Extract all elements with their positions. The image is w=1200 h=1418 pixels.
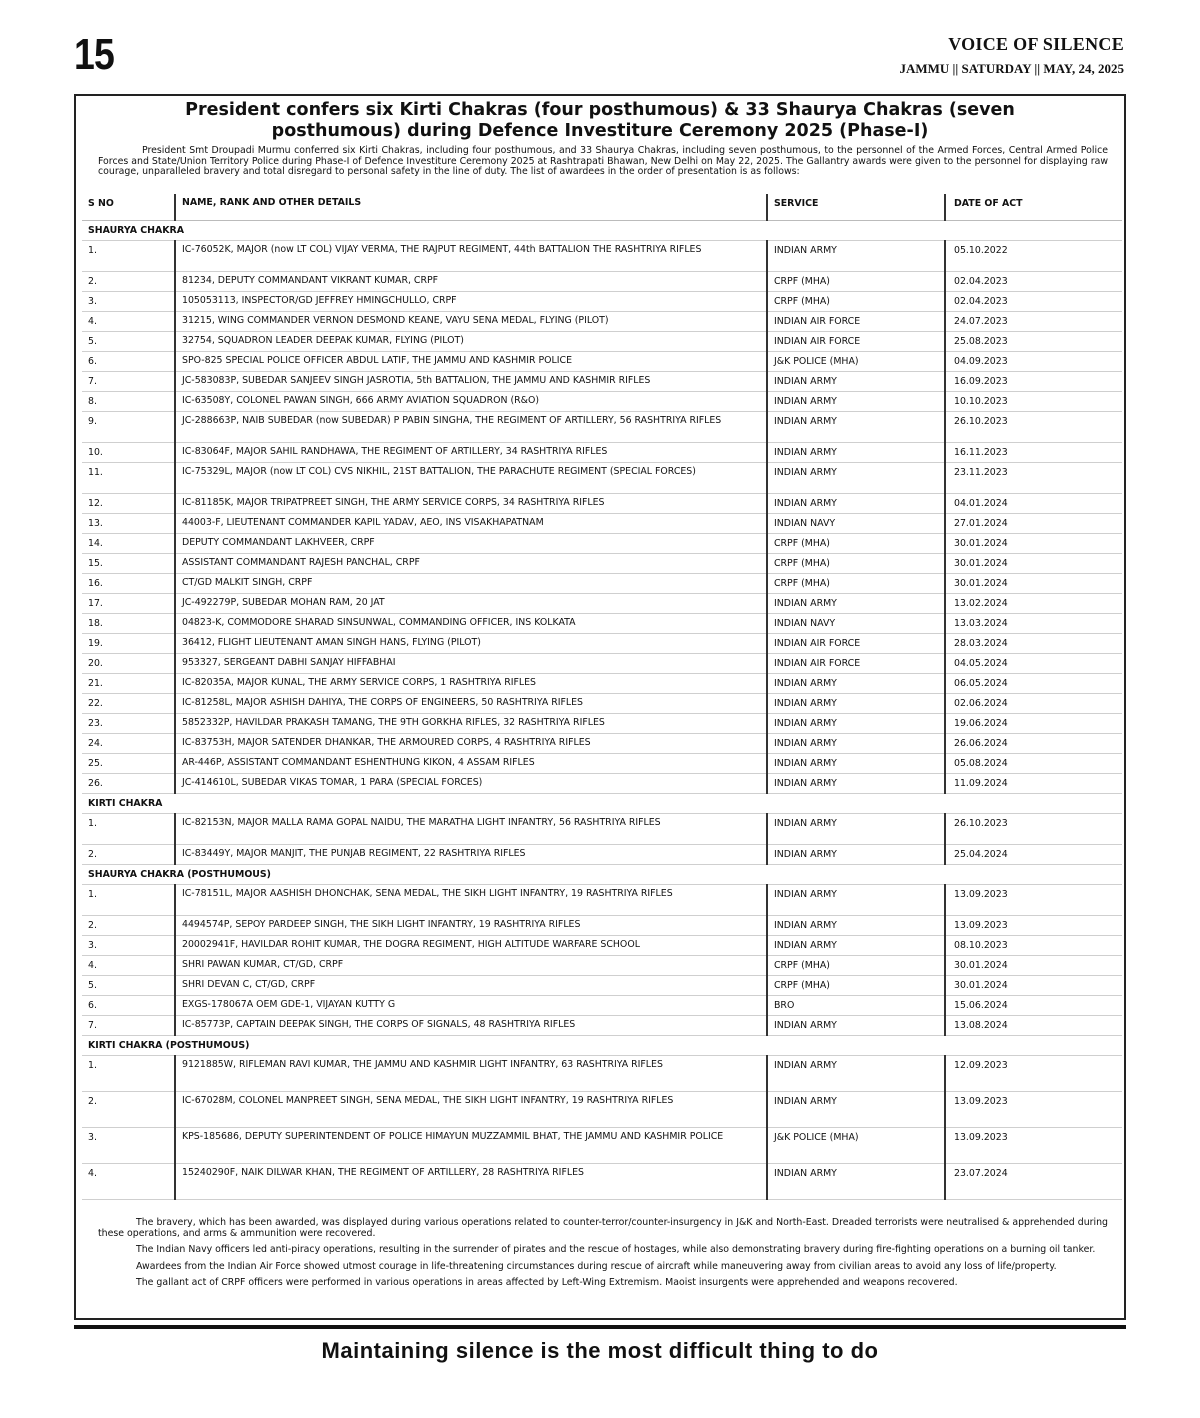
cell-date: 13.09.2023 (945, 1091, 1122, 1127)
table-row (82, 1127, 1122, 1163)
cell-name: IC-63508Y, COLONEL PAWAN SINGH, 666 ARMY AVIATION SQUADRON (R&O) (175, 391, 767, 411)
cell-date: 13.08.2024 (945, 1015, 1122, 1035)
bottom-rule (74, 1325, 1126, 1329)
cell-service: INDIAN ARMY (767, 371, 945, 391)
cell-date: 30.01.2024 (945, 533, 1122, 553)
header-date: DATE OF ACT (945, 194, 1122, 220)
table-row (82, 955, 1122, 975)
cell-date: 27.01.2024 (945, 513, 1122, 533)
cell-sno: 2. (82, 915, 175, 935)
table-row (82, 975, 1122, 995)
cell-name: IC-67028M, COLONEL MANPREET SINGH, SENA MEDAL, THE SIKH LIGHT INFANTRY, 19 RASHTRIYA RIFLES (175, 1091, 767, 1127)
cell-service: INDIAN ARMY (767, 1091, 945, 1127)
cell-name: IC-82035A, MAJOR KUNAL, THE ARMY SERVICE CORPS, 1 RASHTRIYA RIFLES (175, 673, 767, 693)
cell-sno: 1. (82, 813, 175, 844)
cell-date: 28.03.2024 (945, 633, 1122, 653)
cell-service: INDIAN ARMY (767, 693, 945, 713)
cell-date: 15.06.2024 (945, 995, 1122, 1015)
footnote-paragraph: The bravery, which has been awarded, was displayed during various operations related to counter-terror/counter-insurgency in J&K and North-East. Dreaded terrorists were neutralised & apprehended during these operations, and arms & ammunition were recovered. (98, 1217, 1108, 1239)
header-name: NAME, RANK AND OTHER DETAILS (175, 194, 767, 220)
cell-sno: 16. (82, 573, 175, 593)
cell-service: INDIAN AIR FORCE (767, 311, 945, 331)
cell-sno: 4. (82, 1163, 175, 1199)
cell-service: INDIAN ARMY (767, 1015, 945, 1035)
cell-name: IC-75329L, MAJOR (now LT COL) CVS NIKHIL, 21ST BATTALION, THE PARACHUTE REGIMENT (SPECIAL FORCES) (175, 462, 767, 493)
table-row (82, 493, 1122, 513)
section-title: SHAURYA CHAKRA (POSTHUMOUS) (82, 864, 1122, 884)
cell-date: 30.01.2024 (945, 975, 1122, 995)
table-row (82, 613, 1122, 633)
cell-service: INDIAN ARMY (767, 1163, 945, 1199)
cell-service: J&K POLICE (MHA) (767, 1127, 945, 1163)
cell-date: 25.08.2023 (945, 331, 1122, 351)
cell-service: INDIAN ARMY (767, 713, 945, 733)
table-row (82, 915, 1122, 935)
table-row (82, 673, 1122, 693)
cell-name: IC-76052K, MAJOR (now LT COL) VIJAY VERMA, THE RAJPUT REGIMENT, 44th BATTALION THE RASHTRIYA RIFLES (175, 240, 767, 271)
cell-date: 25.04.2024 (945, 844, 1122, 864)
cell-service: CRPF (MHA) (767, 291, 945, 311)
cell-name: 105053113, INSPECTOR/GD JEFFREY HMINGCHULLO, CRPF (175, 291, 767, 311)
cell-date: 02.06.2024 (945, 693, 1122, 713)
cell-date: 13.09.2023 (945, 915, 1122, 935)
cell-service: INDIAN NAVY (767, 513, 945, 533)
cell-service: INDIAN AIR FORCE (767, 331, 945, 351)
table-row (82, 733, 1122, 753)
cell-service: INDIAN ARMY (767, 773, 945, 793)
cell-date: 23.07.2024 (945, 1163, 1122, 1199)
table-row (82, 291, 1122, 311)
cell-service: INDIAN ARMY (767, 493, 945, 513)
cell-date: 04.05.2024 (945, 653, 1122, 673)
awards-table-body (82, 220, 1122, 1199)
cell-name: 15240290F, NAIK DILWAR KHAN, THE REGIMENT OF ARTILLERY, 28 RASHTRIYA RIFLES (175, 1163, 767, 1199)
cell-date: 13.09.2023 (945, 884, 1122, 915)
cell-service: INDIAN ARMY (767, 462, 945, 493)
cell-sno: 7. (82, 371, 175, 391)
cell-date: 13.09.2023 (945, 1127, 1122, 1163)
cell-date: 05.08.2024 (945, 753, 1122, 773)
cell-sno: 25. (82, 753, 175, 773)
cell-name: 953327, SERGEANT DABHI SANJAY HIFFABHAI (175, 653, 767, 673)
cell-date: 04.09.2023 (945, 351, 1122, 371)
cell-name: IC-83753H, MAJOR SATENDER DHANKAR, THE ARMOURED CORPS, 4 RASHTRIYA RIFLES (175, 733, 767, 753)
dateline: JAMMU || SATURDAY || MAY, 24, 2025 (899, 61, 1124, 76)
cell-date: 12.09.2023 (945, 1055, 1122, 1091)
cell-sno: 24. (82, 733, 175, 753)
cell-service: INDIAN ARMY (767, 1055, 945, 1091)
table-row (82, 844, 1122, 864)
footnote-paragraph: Awardees from the Indian Air Force showed utmost courage in life-threatening circumstances during rescue of aircraft while maneuvering away from civilian areas to avoid any loss of life/property. (136, 1260, 1057, 1272)
section-row (82, 220, 1122, 240)
cell-name: IC-82153N, MAJOR MALLA RAMA GOPAL NAIDU, THE MARATHA LIGHT INFANTRY, 56 RASHTRIYA RIFLES (175, 813, 767, 844)
cell-sno: 13. (82, 513, 175, 533)
table-row (82, 653, 1122, 673)
cell-name: JC-492279P, SUBEDAR MOHAN RAM, 20 JAT (175, 593, 767, 613)
cell-date: 19.06.2024 (945, 713, 1122, 733)
table-row (82, 995, 1122, 1015)
cell-name: KPS-185686, DEPUTY SUPERINTENDENT OF POLICE HIMAYUN MUZZAMMIL BHAT, THE JAMMU AND KASHMIR POLICE (175, 1127, 767, 1163)
cell-name: 20002941F, HAVILDAR ROHIT KUMAR, THE DOGRA REGIMENT, HIGH ALTITUDE WARFARE SCHOOL (175, 935, 767, 955)
cell-name: CT/GD MALKIT SINGH, CRPF (175, 573, 767, 593)
cell-name: IC-81185K, MAJOR TRIPATPREET SINGH, THE ARMY SERVICE CORPS, 34 RASHTRIYA RIFLES (175, 493, 767, 513)
cell-date: 02.04.2023 (945, 271, 1122, 291)
cell-date: 13.03.2024 (945, 613, 1122, 633)
cell-sno: 1. (82, 1055, 175, 1091)
cell-name: 36412, FLIGHT LIEUTENANT AMAN SINGH HANS, FLYING (PILOT) (175, 633, 767, 653)
awards-table (82, 194, 1122, 1200)
cell-service: INDIAN ARMY (767, 442, 945, 462)
cell-service: J&K POLICE (MHA) (767, 351, 945, 371)
section-row (82, 1035, 1122, 1055)
cell-sno: 2. (82, 844, 175, 864)
cell-sno: 22. (82, 693, 175, 713)
cell-service: INDIAN ARMY (767, 391, 945, 411)
cell-date: 24.07.2023 (945, 311, 1122, 331)
cell-service: INDIAN ARMY (767, 844, 945, 864)
cell-name: 4494574P, SEPOY PARDEEP SINGH, THE SIKH LIGHT INFANTRY, 19 RASHTRIYA RIFLES (175, 915, 767, 935)
cell-name: 9121885W, RIFLEMAN RAVI KUMAR, THE JAMMU AND KASHMIR LIGHT INFANTRY, 63 RASHTRIYA RIFLES (175, 1055, 767, 1091)
table-row (82, 573, 1122, 593)
table-row (82, 371, 1122, 391)
cell-date: 30.01.2024 (945, 573, 1122, 593)
cell-date: 26.06.2024 (945, 733, 1122, 753)
table-row (82, 351, 1122, 371)
table-row (82, 533, 1122, 553)
cell-date: 26.10.2023 (945, 411, 1122, 442)
table-row (82, 1163, 1122, 1199)
table-row (82, 753, 1122, 773)
cell-sno: 18. (82, 613, 175, 633)
cell-sno: 8. (82, 391, 175, 411)
cell-date: 16.11.2023 (945, 442, 1122, 462)
cell-service: INDIAN ARMY (767, 884, 945, 915)
footnote-paragraph: The gallant act of CRPF officers were performed in various operations in areas affected by Left-Wing Extremism. Maoist insurgents were apprehended and weapons recovered. (136, 1277, 958, 1288)
table-row (82, 1055, 1122, 1091)
cell-date: 16.09.2023 (945, 371, 1122, 391)
cell-sno: 21. (82, 673, 175, 693)
footnote-paragraph: The Indian Navy officers led anti-piracy operations, resulting in the surrender of pirates and the rescue of hostages, while also demonstrating bravery during fire-fighting operations on a burning oil tanker. (136, 1244, 1096, 1255)
cell-name: IC-78151L, MAJOR AASHISH DHONCHAK, SENA MEDAL, THE SIKH LIGHT INFANTRY, 19 RASHTRIYA RIFLES (175, 884, 767, 915)
table-row (82, 513, 1122, 533)
cell-service: INDIAN ARMY (767, 673, 945, 693)
table-row (82, 391, 1122, 411)
cell-service: CRPF (MHA) (767, 533, 945, 553)
cell-name: AR-446P, ASSISTANT COMMANDANT ESHENTHUNG KIKON, 4 ASSAM RIFLES (175, 753, 767, 773)
cell-name: JC-288663P, NAIB SUBEDAR (now SUBEDAR) P PABIN SINGHA, THE REGIMENT OF ARTILLERY, 56 RASHTRIYA RIFLES (175, 411, 767, 442)
cell-date: 13.02.2024 (945, 593, 1122, 613)
table-row (82, 935, 1122, 955)
cell-date: 26.10.2023 (945, 813, 1122, 844)
cell-service: INDIAN ARMY (767, 411, 945, 442)
cell-sno: 11. (82, 462, 175, 493)
cell-name: JC-583083P, SUBEDAR SANJEEV SINGH JASROTIA, 5th BATTALION, THE JAMMU AND KASHMIR RIFLES (175, 371, 767, 391)
table-row (82, 240, 1122, 271)
article-headline: President confers six Kirti Chakras (four posthumous) & 33 Shaurya Chakras (seven posthumous) during Defence Investiture Ceremony 2025 (Phase-I) (185, 100, 1015, 141)
cell-date: 02.04.2023 (945, 291, 1122, 311)
table-row (82, 442, 1122, 462)
table-row (82, 553, 1122, 573)
cell-sno: 2. (82, 1091, 175, 1127)
cell-date: 11.09.2024 (945, 773, 1122, 793)
cell-name: DEPUTY COMMANDANT LAKHVEER, CRPF (175, 533, 767, 553)
cell-name: IC-81258L, MAJOR ASHISH DAHIYA, THE CORPS OF ENGINEERS, 50 RASHTRIYA RIFLES (175, 693, 767, 713)
cell-sno: 12. (82, 493, 175, 513)
table-row (82, 311, 1122, 331)
cell-name: 81234, DEPUTY COMMANDANT VIKRANT KUMAR, CRPF (175, 271, 767, 291)
cell-service: INDIAN ARMY (767, 240, 945, 271)
cell-service: INDIAN ARMY (767, 593, 945, 613)
cell-sno: 23. (82, 713, 175, 733)
cell-service: INDIAN ARMY (767, 753, 945, 773)
paper-name: VOICE OF SILENCE (948, 34, 1124, 54)
table-row (82, 884, 1122, 915)
cell-service: CRPF (MHA) (767, 573, 945, 593)
table-row (82, 593, 1122, 613)
cell-service: CRPF (MHA) (767, 553, 945, 573)
cell-service: CRPF (MHA) (767, 975, 945, 995)
cell-service: INDIAN AIR FORCE (767, 653, 945, 673)
cell-service: INDIAN ARMY (767, 915, 945, 935)
cell-name: SHRI PAWAN KUMAR, CT/GD, CRPF (175, 955, 767, 975)
cell-name: IC-83449Y, MAJOR MANJIT, THE PUNJAB REGIMENT, 22 RASHTRIYA RIFLES (175, 844, 767, 864)
cell-sno: 5. (82, 975, 175, 995)
table-row (82, 1015, 1122, 1035)
cell-service: CRPF (MHA) (767, 271, 945, 291)
cell-date: 30.01.2024 (945, 955, 1122, 975)
table-row (82, 462, 1122, 493)
section-title: KIRTI CHAKRA (82, 793, 1122, 813)
cell-name: 31215, WING COMMANDER VERNON DESMOND KEANE, VAYU SENA MEDAL, FLYING (PILOT) (175, 311, 767, 331)
cell-name: 44003-F, LIEUTENANT COMMANDER KAPIL YADAV, AEO, INS VISAKHAPATNAM (175, 513, 767, 533)
cell-name: 04823-K, COMMODORE SHARAD SINSUNWAL, COMMANDING OFFICER, INS KOLKATA (175, 613, 767, 633)
header-sno: S NO (82, 194, 175, 220)
cell-sno: 10. (82, 442, 175, 462)
cell-service: INDIAN AIR FORCE (767, 633, 945, 653)
article-intro: President Smt Droupadi Murmu conferred six Kirti Chakras, including four posthumous, and 33 Shaurya Chakras, including seven posthumous, to the personnel of the Armed Forces, Central Armed Police Forces and State/Union Territory Police during Phase-I of Defence Investiture Ceremony 2025 at Rashtrapati Bhawan, New Delhi on May 22, 2025. The Gallantry awards were given to the personnel for displaying raw courage, unparalleled bravery and total disregard to personal safety in the line of duty. The list of awardees in the order of presentation is as follows: (98, 145, 1108, 177)
cell-sno: 3. (82, 1127, 175, 1163)
cell-name: ASSISTANT COMMANDANT RAJESH PANCHAL, CRPF (175, 553, 767, 573)
cell-sno: 4. (82, 955, 175, 975)
cell-name: 32754, SQUADRON LEADER DEEPAK KUMAR, FLYING (PILOT) (175, 331, 767, 351)
header-service: SERVICE (767, 194, 945, 220)
section-row (82, 864, 1122, 884)
cell-name: IC-83064F, MAJOR SAHIL RANDHAWA, THE REGIMENT OF ARTILLERY, 34 RASHTRIYA RIFLES (175, 442, 767, 462)
table-row (82, 271, 1122, 291)
cell-date: 04.01.2024 (945, 493, 1122, 513)
cell-name: IC-85773P, CAPTAIN DEEPAK SINGH, THE CORPS OF SIGNALS, 48 RASHTRIYA RIFLES (175, 1015, 767, 1035)
cell-sno: 1. (82, 240, 175, 271)
cell-sno: 1. (82, 884, 175, 915)
cell-name: EXGS-178067A OEM GDE-1, VIJAYAN KUTTY G (175, 995, 767, 1015)
footer-tagline: Maintaining silence is the most difficult thing to do (321, 1338, 879, 1363)
cell-sno: 6. (82, 351, 175, 371)
table-row (82, 773, 1122, 793)
cell-sno: 6. (82, 995, 175, 1015)
cell-date: 30.01.2024 (945, 553, 1122, 573)
table-row (82, 713, 1122, 733)
cell-date: 23.11.2023 (945, 462, 1122, 493)
cell-name: JC-414610L, SUBEDAR VIKAS TOMAR, 1 PARA (SPECIAL FORCES) (175, 773, 767, 793)
cell-sno: 3. (82, 291, 175, 311)
page-number: 15 (74, 30, 114, 79)
cell-service: INDIAN ARMY (767, 733, 945, 753)
cell-sno: 9. (82, 411, 175, 442)
section-title: SHAURYA CHAKRA (82, 220, 1122, 240)
cell-date: 08.10.2023 (945, 935, 1122, 955)
cell-sno: 3. (82, 935, 175, 955)
table-row (82, 633, 1122, 653)
table-row (82, 331, 1122, 351)
cell-sno: 26. (82, 773, 175, 793)
cell-service: INDIAN ARMY (767, 813, 945, 844)
section-row (82, 793, 1122, 813)
table-row (82, 411, 1122, 442)
cell-date: 06.05.2024 (945, 673, 1122, 693)
cell-date: 05.10.2022 (945, 240, 1122, 271)
cell-sno: 4. (82, 311, 175, 331)
cell-name: 5852332P, HAVILDAR PRAKASH TAMANG, THE 9TH GORKHA RIFLES, 32 RASHTRIYA RIFLES (175, 713, 767, 733)
cell-name: SPO-825 SPECIAL POLICE OFFICER ABDUL LATIF, THE JAMMU AND KASHMIR POLICE (175, 351, 767, 371)
table-row (82, 1091, 1122, 1127)
cell-service: INDIAN NAVY (767, 613, 945, 633)
cell-sno: 20. (82, 653, 175, 673)
cell-date: 10.10.2023 (945, 391, 1122, 411)
footnotes (98, 1218, 1108, 1295)
table-row (82, 693, 1122, 713)
table-header-row (82, 194, 1122, 220)
cell-service: CRPF (MHA) (767, 955, 945, 975)
cell-sno: 2. (82, 271, 175, 291)
masthead (899, 34, 1124, 77)
cell-sno: 15. (82, 553, 175, 573)
table-row (82, 813, 1122, 844)
cell-sno: 7. (82, 1015, 175, 1035)
cell-sno: 5. (82, 331, 175, 351)
cell-sno: 14. (82, 533, 175, 553)
section-title: KIRTI CHAKRA (POSTHUMOUS) (82, 1035, 1122, 1055)
cell-sno: 19. (82, 633, 175, 653)
article-frame (74, 94, 1126, 1320)
cell-name: SHRI DEVAN C, CT/GD, CRPF (175, 975, 767, 995)
cell-sno: 17. (82, 593, 175, 613)
cell-service: BRO (767, 995, 945, 1015)
cell-service: INDIAN ARMY (767, 935, 945, 955)
